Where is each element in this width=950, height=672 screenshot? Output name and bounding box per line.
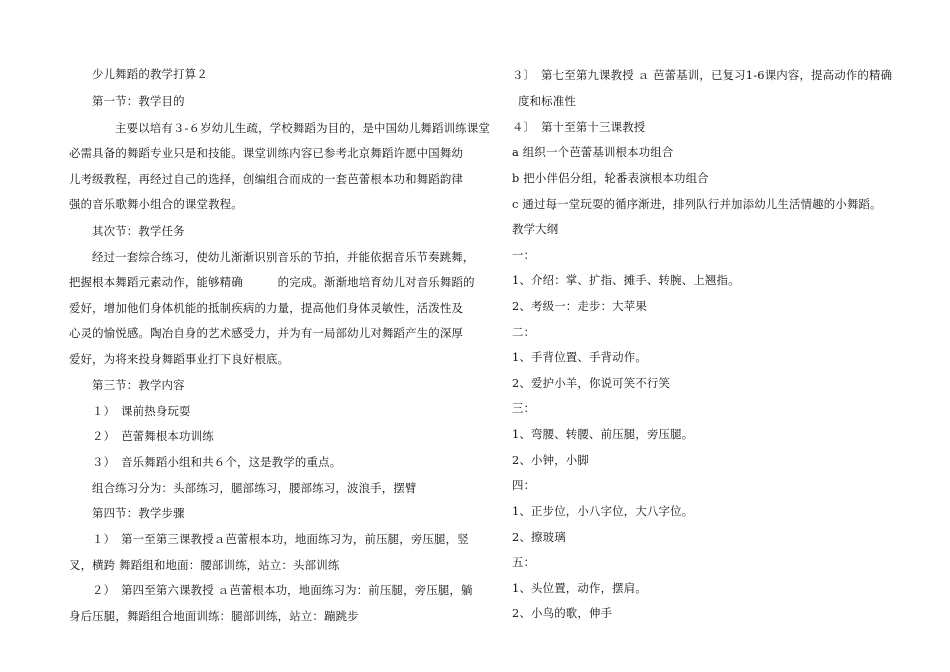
paragraph-line: 身后压腿，舞蹈组合地面训练：腿部训练，站立：蹦跳步: [69, 609, 359, 623]
paragraph-line: 心灵的愉悦感。陶冶自身的艺术感受力，并为有一局部幼儿对舞蹈产生的深厚: [69, 326, 464, 340]
paragraph-line: 叉，横跨 舞蹈组和地面：腰部训练，站立：头部训练: [69, 558, 340, 572]
section-heading: 第四节：教学步骤: [92, 506, 185, 520]
outline-heading: 四：: [512, 478, 536, 492]
list-item: 2、小钟，小脚: [512, 453, 589, 467]
section-heading: 其次节：教学任务: [92, 224, 185, 238]
list-item: 2、小鸟的歌，伸手: [512, 606, 613, 620]
list-item: 1、弯腰、转腰、前压腿，旁压腿。: [512, 427, 694, 441]
outline-heading: 一：: [512, 248, 536, 262]
list-item: ３〕 第七至第九课教授 ａ 芭蕾基训，已复习1-6课内容，提高动作的精确: [512, 68, 893, 82]
paragraph-line: 儿考级教程，再经过自己的选择，创编组合而成的一套芭蕾根本功和舞蹈韵律: [69, 172, 464, 186]
list-item: a 组织一个芭蕾基训根本功组合: [512, 145, 674, 159]
paragraph-line: 主要以培有３-６岁幼儿生疏，学校舞蹈为目的，是中国幼儿舞蹈训练课堂: [115, 121, 490, 135]
list-item: 1、手背位置、手背动作。: [512, 350, 647, 364]
paragraph-line: 把握根本舞蹈元素动作，能够精确 的完成。渐渐地培育幼儿对音乐舞蹈的: [69, 275, 475, 289]
list-item: １） 第一至第三课教授ａ芭蕾根本功，地面练习为，前压腿，旁压腿，竖: [92, 532, 469, 546]
list-item: b 把小伴侣分组，轮番表演根本功组合: [512, 171, 709, 185]
list-item: c 通过每一堂玩耍的循序渐进，排列队行并加添幼儿生活情趣的小舞蹈。: [512, 197, 882, 211]
list-item: 2、擦玻璃: [512, 530, 566, 544]
outline-heading: 五：: [512, 555, 536, 569]
list-item: ２） 芭蕾舞根本功训练: [92, 429, 214, 443]
section-heading: 第三节：教学内容: [92, 378, 185, 392]
paragraph-line: 必需具备的舞蹈专业只是和技能。课堂训练内容已参考北京舞蹈许愿中国舞幼: [69, 146, 464, 160]
list-item: ３） 音乐舞蹈小组和共６个，这是教学的重点。: [92, 455, 342, 469]
paragraph-line: 度和标准性: [518, 94, 576, 108]
list-item: ４〕 第十至第十三课教授: [512, 120, 646, 134]
list-item: １） 课前热身玩耍: [92, 404, 191, 418]
paragraph-line: 爱好，为将来投身舞蹈事业打下良好根底。: [69, 352, 290, 366]
paragraph-line: 组合练习分为：头部练习，腿部练习，腰部练习，波浪手，摆臂: [92, 481, 417, 495]
list-item: ２） 第四至第六课教授 ａ芭蕾根本功，地面练习为：前压腿，旁压腿，躺: [92, 583, 473, 597]
outline-heading: 二：: [512, 325, 536, 339]
list-item: 1、正步位，小八字位，大八字位。: [512, 504, 694, 518]
section-heading: 第一节：教学目的: [92, 94, 185, 108]
list-item: 2、爱护小羊，你说可笑不行笑: [512, 376, 671, 390]
doc-title: 少儿舞蹈的教学打算２: [92, 67, 208, 81]
section-heading: 教学大纲: [512, 222, 559, 236]
list-item: 1、头位置，动作，摆肩。: [512, 581, 647, 595]
list-item: 1、介绍：掌、扩指、摊手、转腕、上翘指。: [512, 273, 740, 287]
paragraph-line: 爱好，增加他们身体机能的抵制疾病的力量，提高他们身体灵敏性，活泼性及: [69, 301, 464, 315]
outline-heading: 三：: [512, 401, 536, 415]
paragraph-line: 经过一套综合练习，使幼儿渐渐识别音乐的节拍，并能依据音乐节奏跳舞，: [92, 250, 475, 264]
paragraph-line: 强的音乐歌舞小组合的课堂教程。: [69, 197, 243, 211]
list-item: 2、考级一：走步：大苹果: [512, 299, 647, 313]
